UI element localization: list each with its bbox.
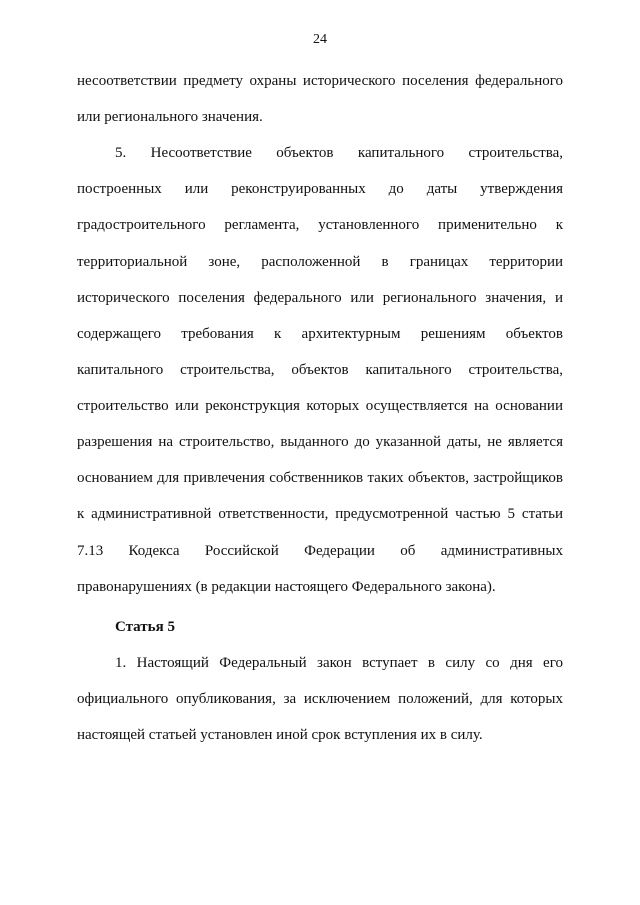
text-line: 5. Несоответствие объектов капитального строительства, [115,145,563,161]
page-number: 24 [313,32,327,47]
text-line: градостроительного регламента, установленного применительно к [77,217,563,233]
article-heading: Статья 5 [115,619,175,635]
text-line: исторического поселения федерального или регионального значения, и [77,290,563,306]
text-line: территориальной зоне, расположенной в границах территории [77,254,563,270]
text-line: содержащего требования к архитектурным решениям объектов [77,326,563,342]
text-line: несоответствии предмету охраны исторического поселения федерального [77,73,563,89]
text-line: 1. Настоящий Федеральный закон вступает в силу со дня его [115,655,563,671]
text-line: основанием для привлечения собственников таких объектов, застройщиков [77,470,563,486]
text-line: разрешения на строительство, выданного до указанной даты, не является [77,434,563,450]
text-line: правонарушениях (в редакции настоящего Федерального закона). [77,579,496,595]
text-line: строительство или реконструкция которых осуществляется на основании [77,398,563,414]
text-line: 7.13 Кодекса Российской Федерации об административных [77,543,563,559]
text-line: или регионального значения. [77,109,263,125]
text-line: построенных или реконструированных до даты утверждения [77,181,563,197]
text-line: настоящей статьей установлен иной срок вступления их в силу. [77,727,483,743]
text-line: капитального строительства, объектов капитального строительства, [77,362,563,378]
text-line: к административной ответственности, предусмотренной частью 5 статьи [77,506,563,522]
text-line: официального опубликования, за исключением положений, для которых [77,691,563,707]
